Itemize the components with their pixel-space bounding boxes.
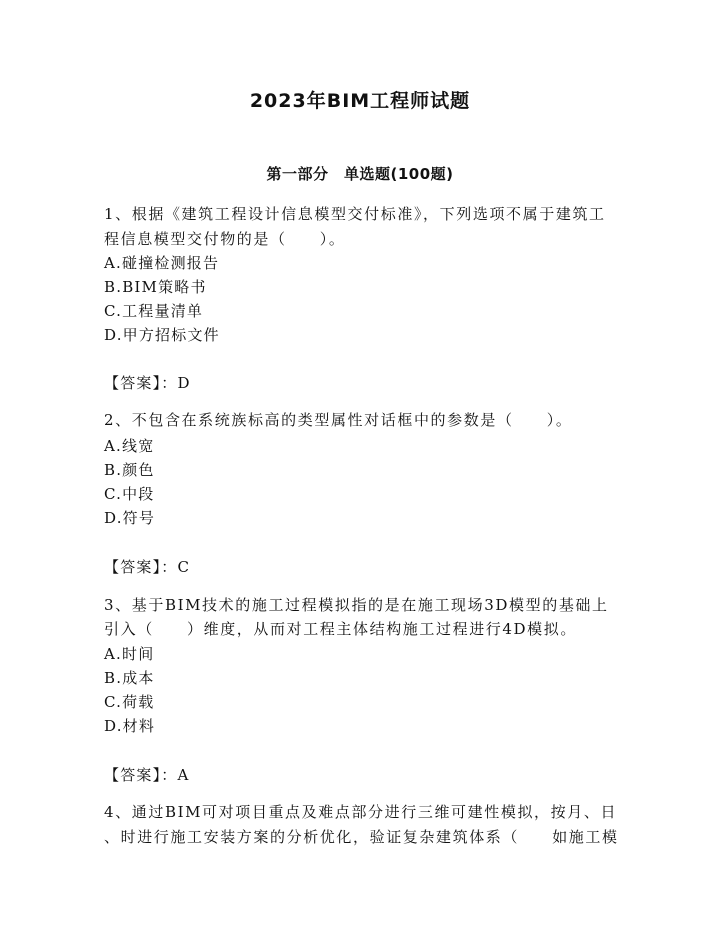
- question-2-option-d: D.符号: [104, 509, 156, 527]
- question-2-answer: 【答案】：C: [104, 558, 191, 576]
- question-2-option-c: C.中段: [104, 485, 155, 503]
- section-title: 第一部分 单选题(100题): [266, 165, 454, 183]
- question-2-option-b: B.颜色: [104, 461, 155, 479]
- question-3-option-a: A.时间: [104, 645, 155, 663]
- question-3-answer: 【答案】：A: [104, 766, 190, 784]
- question-1-option-c: C.工程量清单: [104, 302, 204, 320]
- question-3-option-d: D.材料: [104, 717, 156, 735]
- question-1-answer: 【答案】：D: [104, 374, 191, 392]
- question-4-stem-line-1: 4、通过BIM可对项目重点及难点部分进行三维可建性模拟，按月、日: [104, 803, 618, 821]
- question-2-stem-line-1: 2、不包含在系统族标高的类型属性对话框中的参数是（ ）。: [104, 411, 573, 429]
- question-3-stem-line-2: 引入（ ）维度，从而对工程主体结构施工过程进行4D模拟。: [104, 620, 577, 638]
- question-3-stem-line-1: 3、基于BIM技术的施工过程模拟指的是在施工现场3D模型的基础上: [104, 596, 609, 614]
- question-1-stem-line-2: 程信息模型交付物的是（ ）。: [104, 230, 346, 248]
- question-3-option-b: B.成本: [104, 669, 155, 687]
- question-3-option-c: C.荷载: [104, 693, 155, 711]
- question-2-option-a: A.线宽: [104, 437, 155, 455]
- question-4-stem-line-2: 、时进行施工安装方案的分析优化，验证复杂建筑体系（ 如施工模: [104, 828, 619, 846]
- question-1-option-d: D.甲方招标文件: [104, 326, 220, 344]
- document-title: 2023年BIM工程师试题: [249, 90, 471, 112]
- question-1-stem-line-1: 1、根据《建筑工程设计信息模型交付标准》，下列选项不属于建筑工: [104, 205, 606, 223]
- question-1-option-b: B.BIM策略书: [104, 278, 207, 296]
- question-1-option-a: A.碰撞检测报告: [104, 254, 220, 272]
